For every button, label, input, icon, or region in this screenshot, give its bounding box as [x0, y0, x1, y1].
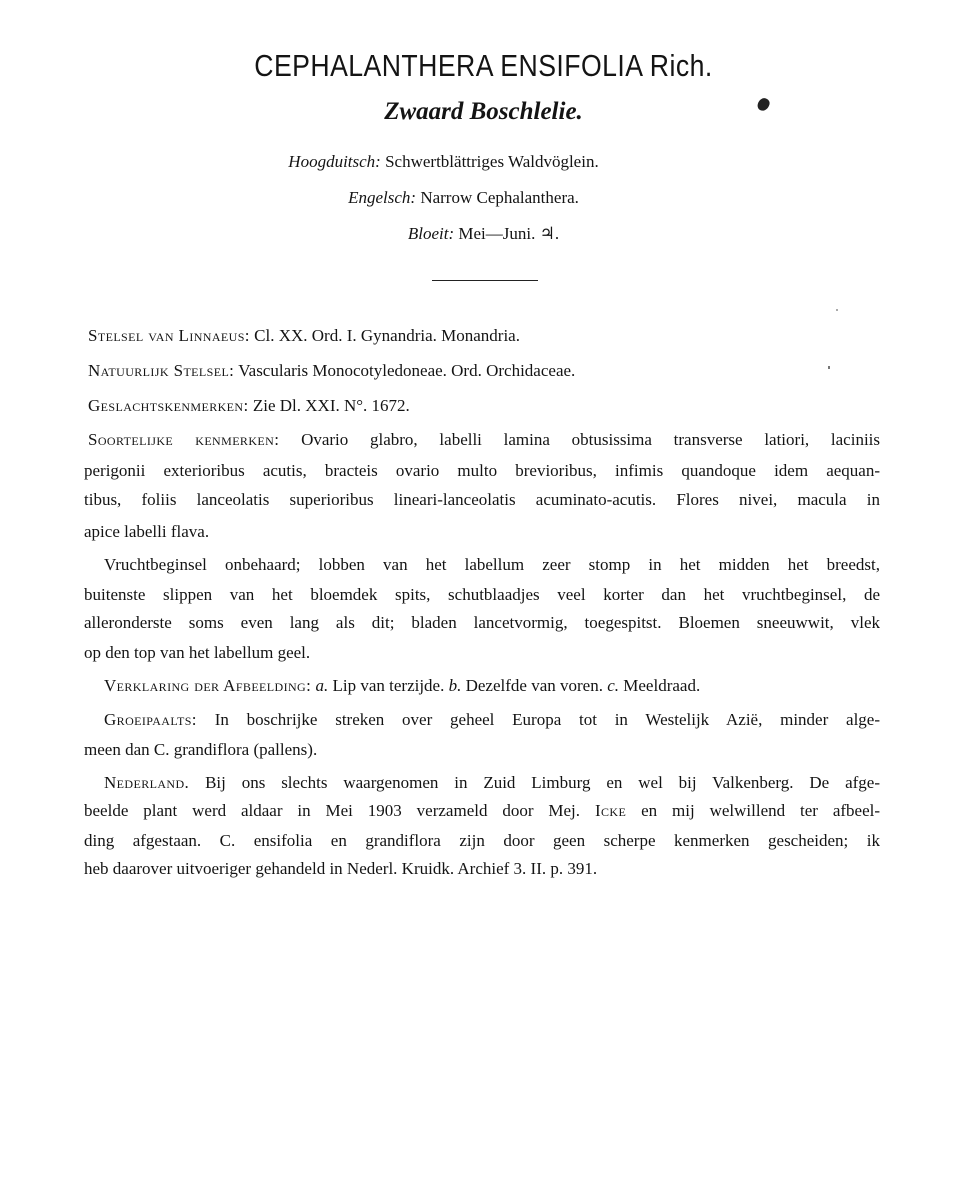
distribution-line: meen dan C. grandiflora (pallens). — [84, 740, 318, 759]
species-characteristics-line: tibus, foliis lanceolatis superioribus lineari-lanceolatis acuminato-acutis. Flores nivei, macula in — [84, 490, 880, 509]
netherlands-line: heb daarover uitvoeriger gehandeld in Nederl. Kruidk. Archief 3. II. p. 391. — [84, 859, 598, 878]
natural-system-line — [88, 361, 880, 381]
name-english-value: Narrow Cephalanthera. — [420, 188, 579, 207]
distribution-line — [104, 710, 880, 730]
natural-system-label: Natuurlijk Stelsel: — [88, 361, 235, 380]
description-line: op den top van het labellum geel. — [84, 643, 311, 662]
figure-key-b: b. — [448, 676, 462, 695]
divider-rule — [432, 280, 538, 281]
netherlands-line: ding afgestaan. C. ensifolia en grandiflora zijn door geen scherpe kenmerken gescheiden; ik — [84, 831, 880, 850]
page-subtitle: Zwaard Boschlelie. — [384, 98, 583, 125]
netherlands-text: Bij ons slechts waargenomen in Zuid Limburg en wel bij Valkenberg. De afge- — [205, 773, 881, 792]
species-characteristics-text: Ovario glabro, labelli lamina obtusissima transverse latiori, laciniis — [301, 430, 881, 449]
figure-key-a: a. — [315, 676, 329, 695]
genus-characteristics-line — [88, 396, 880, 416]
species-characteristics-line: perigonii exterioribus acutis, bracteis ovario multo brevioribus, infimis quandoque idem aequan- — [84, 461, 880, 480]
distribution-text: In boschrijke streken over geheel Europa tot in Westelijk Azië, minder alge- — [214, 710, 880, 729]
species-characteristics-line — [88, 430, 880, 450]
distribution-label: Groeipaalts: — [104, 710, 197, 729]
species-characteristics-line: apice labelli flava. — [84, 522, 210, 541]
ink-dot — [836, 309, 838, 311]
figure-key-b-text: Dezelfde van voren. — [465, 676, 603, 695]
flowering-period — [0, 224, 967, 244]
description-line: buitenste slippen van het bloemdek spits, schutblaadjes veel korter dan het vruchtbeginsel, de — [84, 585, 880, 604]
name-english-label: Engelsch: — [348, 188, 417, 207]
name-german — [0, 152, 927, 172]
name-english — [0, 188, 947, 208]
figure-key-a-text: Lip van terzijde. — [332, 676, 445, 695]
description-line: allero​nderste soms even lang als dit; bladen lancetvormig, toegespitst. Bloemen sneeuwwit, vlek — [84, 613, 880, 632]
name-german-label: Hoogduitsch: — [288, 152, 381, 171]
linnaeus-system-line — [88, 326, 880, 346]
flowering-value: Mei—Juni. ♃. — [458, 224, 560, 243]
netherlands-line — [84, 801, 880, 821]
collector-name: Icke — [594, 801, 627, 820]
linnaeus-system-label: Stelsel van Linnaeus: — [88, 326, 250, 345]
linnaeus-system-text: Cl. XX. Ord. I. Gynandria. Monandria. — [254, 326, 520, 345]
name-german-value: Schwertblättriges Waldvöglein. — [385, 152, 599, 171]
flowering-label: Bloeit: — [407, 224, 455, 243]
natural-system-text: Vascularis Monocotyledoneae. Ord. Orchidaceae. — [238, 361, 576, 380]
description-line: Vruchtbeginsel onbehaard; lobben van het labellum zeer stomp in het midden het breedst, — [104, 555, 880, 574]
species-characteristics-label: Soortelijke kenmerken: — [88, 430, 280, 449]
figure-explanation-line — [104, 676, 896, 696]
figure-key-c-text: Meeldraad. — [623, 676, 701, 695]
netherlands-line — [104, 773, 880, 793]
genus-characteristics-label: Geslachtskenmerken: — [88, 396, 249, 415]
netherlands-text: beelde plant werd aldaar in Mei 1903 verzameld door Mej. — [84, 801, 581, 820]
figure-explanation-label: Verklaring der Afbeelding: — [104, 676, 312, 695]
page-title: CEPHALANTHERA ENSIFOLIA Rich. — [254, 48, 713, 83]
netherlands-text: en mij welwillend ter afbeel- — [641, 801, 881, 820]
netherlands-label: Nederland. — [104, 773, 190, 792]
genus-characteristics-text: Zie Dl. XXI. N°. 1672. — [252, 396, 410, 415]
figure-key-c: c. — [607, 676, 620, 695]
